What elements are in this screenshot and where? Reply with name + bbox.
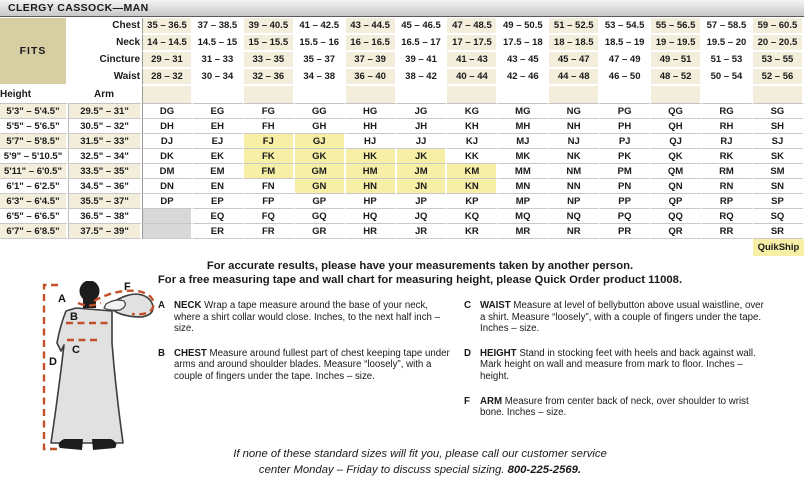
size-code-cell: PH	[600, 119, 651, 134]
hand	[104, 300, 125, 310]
instruction-letter: A	[158, 300, 165, 311]
size-code-cell: GR	[295, 224, 346, 239]
fit-value-cell: 16.5 – 17	[397, 35, 448, 52]
size-code-cell: SP	[753, 194, 804, 209]
size-code-cell: MN	[498, 179, 549, 194]
instruction-letter: C	[464, 300, 471, 311]
arm-range-cell: 29.5" – 31"	[68, 104, 142, 119]
fit-value-cell: 28 – 32	[142, 69, 193, 86]
size-code-cell: DJ	[142, 134, 193, 149]
size-code-cell: MQ	[498, 209, 549, 224]
header-spacer-cell	[702, 86, 753, 104]
size-code-cell: ER	[193, 224, 244, 239]
fit-value-cell: 45 – 46.5	[397, 18, 448, 35]
size-code-cell: QP	[651, 194, 702, 209]
height-range-cell: 6'1" – 6'2.5"	[0, 179, 68, 194]
size-code-cell: QQ	[651, 209, 702, 224]
size-code-cell: FH	[244, 119, 295, 134]
size-code-cell: SM	[753, 164, 804, 179]
size-code-cell: MJ	[498, 134, 549, 149]
size-code-cell: PK	[600, 149, 651, 164]
instruction-text: NECK Wrap a tape measure around the base of your neck, where a shirt collar would close. Inches, to the next half inch – size.	[174, 300, 441, 335]
size-code-cell: NQ	[549, 209, 600, 224]
header-spacer-cell	[447, 86, 498, 104]
fit-value-cell: 57 – 58.5	[702, 18, 753, 35]
height-column-header: Height	[0, 86, 68, 104]
fit-row-label: Cincture	[68, 52, 142, 69]
size-code-cell: RR	[702, 224, 753, 239]
arm-column-header: Arm	[68, 86, 142, 104]
size-code-cell: SQ	[753, 209, 804, 224]
size-code-cell: FN	[244, 179, 295, 194]
fit-value-cell: 51 – 53	[702, 52, 753, 69]
size-code-cell: JH	[397, 119, 448, 134]
header-spacer-cell	[753, 86, 804, 104]
height-range-cell: 5'3" – 5'4.5"	[0, 104, 68, 119]
fit-value-cell: 19 – 19.5	[651, 35, 702, 52]
arm-range-cell: 30.5" – 32"	[68, 119, 142, 134]
size-code-cell: EP	[193, 194, 244, 209]
arm-range-cell: 35.5" – 37"	[68, 194, 142, 209]
size-code-cell: FK	[244, 149, 295, 164]
arm-range-cell: 32.5" – 34"	[68, 149, 142, 164]
size-code-cell: MH	[498, 119, 549, 134]
figure-label-b: B	[70, 311, 78, 323]
header-spacer-cell	[549, 86, 600, 104]
size-code-cell: NG	[549, 104, 600, 119]
header-spacer-cell	[346, 86, 397, 104]
instruction-letter: D	[464, 347, 471, 359]
size-code-cell: PP	[600, 194, 651, 209]
size-code-cell: DP	[142, 194, 193, 209]
fit-row-label: Neck	[68, 35, 142, 52]
fit-value-cell: 18.5 – 19	[600, 35, 651, 52]
fit-value-cell: 18 – 18.5	[549, 35, 600, 52]
arm-range-cell: 33.5" – 35"	[68, 164, 142, 179]
size-code-cell: KR	[447, 224, 498, 239]
fit-value-cell: 59 – 60.5	[753, 18, 804, 35]
size-code-cell: QR	[651, 224, 702, 239]
header-spacer-cell	[193, 86, 244, 104]
size-code-cell: SG	[753, 104, 804, 119]
size-code-cell: GH	[295, 119, 346, 134]
header-spacer-cell	[651, 86, 702, 104]
size-code-cell: EH	[193, 119, 244, 134]
fit-value-cell: 53 – 55	[753, 52, 804, 69]
arm-range-cell: 31.5" – 33"	[68, 134, 142, 149]
size-code-cell: NN	[549, 179, 600, 194]
header-spacer-cell	[600, 86, 651, 104]
fit-value-cell: 42 – 46	[498, 69, 549, 86]
size-code-cell: NH	[549, 119, 600, 134]
size-code-cell: KN	[447, 179, 498, 194]
fit-value-cell: 15 – 15.5	[244, 35, 295, 52]
size-code-cell: GK	[295, 149, 346, 164]
height-range-cell: 6'3" – 6'4.5"	[0, 194, 68, 209]
fit-value-cell: 47 – 49	[600, 52, 651, 69]
size-code-cell: HJ	[346, 134, 397, 149]
fit-value-cell: 49 – 51	[651, 52, 702, 69]
height-range-cell: 5'9" – 5'10.5"	[0, 149, 68, 164]
fit-value-cell: 17 – 17.5	[447, 35, 498, 52]
size-code-cell: QG	[651, 104, 702, 119]
size-code-cell: GM	[295, 164, 346, 179]
note-line-1: For accurate results, please have your measurements taken by another person.	[206, 260, 634, 272]
fit-value-cell: 44 – 48	[549, 69, 600, 86]
fits-label: FITS	[0, 18, 68, 86]
size-code-cell: RG	[702, 104, 753, 119]
size-code-cell: SN	[753, 179, 804, 194]
header-spacer-cell	[295, 86, 346, 104]
page-title-text: CLERGY CASSOCK—MAN	[8, 2, 149, 14]
size-code-cell: HP	[346, 194, 397, 209]
size-code-cell: RH	[702, 119, 753, 134]
size-code-cell: MR	[498, 224, 549, 239]
fit-value-cell: 43 – 44.5	[346, 18, 397, 35]
size-code-cell: HK	[346, 149, 397, 164]
instruction-height	[464, 348, 770, 383]
size-code-cell: MG	[498, 104, 549, 119]
size-code-cell: RN	[702, 179, 753, 194]
size-code-cell: FR	[244, 224, 295, 239]
quikship-row-spacer	[0, 239, 753, 256]
fit-value-cell: 33 – 35	[244, 52, 295, 69]
fit-value-cell: 50 – 54	[702, 69, 753, 86]
fit-value-cell: 36 – 40	[346, 69, 397, 86]
size-code-cell: RJ	[702, 134, 753, 149]
size-code-cell: HG	[346, 104, 397, 119]
size-code-cell: QK	[651, 149, 702, 164]
fit-value-cell: 41 – 42.5	[295, 18, 346, 35]
fit-value-cell: 37 – 38.5	[193, 18, 244, 35]
size-code-cell: JG	[397, 104, 448, 119]
size-code-cell: NP	[549, 194, 600, 209]
size-code-cell: FM	[244, 164, 295, 179]
footer-line-2: center Monday – Friday to discuss special sizing. 800-225-2569.	[258, 463, 582, 476]
size-code-cell: PQ	[600, 209, 651, 224]
header-spacer-cell	[397, 86, 448, 104]
size-code-cell: SR	[753, 224, 804, 239]
size-code-cell: FQ	[244, 209, 295, 224]
left-shoe	[59, 439, 83, 450]
fit-value-cell: 29 – 31	[142, 52, 193, 69]
instruction-arm	[464, 396, 770, 419]
size-code-cell: DN	[142, 179, 193, 194]
size-code-cell: DK	[142, 149, 193, 164]
size-code-cell: GP	[295, 194, 346, 209]
arm-range-cell: 36.5" – 38"	[68, 209, 142, 224]
fit-value-cell: 48 – 52	[651, 69, 702, 86]
size-code-cell: HM	[346, 164, 397, 179]
size-code-cell: FJ	[244, 134, 295, 149]
size-code-cell: KG	[447, 104, 498, 119]
size-code-cell: KH	[447, 119, 498, 134]
right-shoe	[92, 439, 116, 450]
size-code-cell: JJ	[397, 134, 448, 149]
instruction-letter: F	[464, 395, 470, 407]
fit-value-cell: 53 – 54.5	[600, 18, 651, 35]
size-code-cell: SH	[753, 119, 804, 134]
fit-value-cell: 39 – 40.5	[244, 18, 295, 35]
size-code-cell: EJ	[193, 134, 244, 149]
fit-value-cell: 39 – 41	[397, 52, 448, 69]
instruction-text: ARM Measure from center back of neck, over shoulder to wrist bone. Inches – size.	[480, 395, 749, 419]
fit-value-cell: 47 – 48.5	[447, 18, 498, 35]
fit-value-cell: 49 – 50.5	[498, 18, 549, 35]
fit-value-cell: 41 – 43	[447, 52, 498, 69]
size-code-cell: HR	[346, 224, 397, 239]
size-code-cell: RK	[702, 149, 753, 164]
height-range-cell: 5'7" – 5'8.5"	[0, 134, 68, 149]
size-code-cell: JQ	[397, 209, 448, 224]
fit-value-cell: 46 – 50	[600, 69, 651, 86]
size-code-cell: DH	[142, 119, 193, 134]
fit-value-cell: 37 – 39	[346, 52, 397, 69]
fit-row-label: Waist	[68, 69, 142, 86]
fit-value-cell: 32 – 36	[244, 69, 295, 86]
size-code-cell: QN	[651, 179, 702, 194]
instruction-text: CHEST Measure around fullest part of chest keeping tape under arms and around shoulder blades. Measure “loosely”, with a couple of fingers under the tape. Inches – size.	[174, 347, 450, 382]
size-code-cell: NR	[549, 224, 600, 239]
phone-number: 800-225-2569.	[507, 463, 582, 476]
size-code-cell: EM	[193, 164, 244, 179]
fit-value-cell: 51 – 52.5	[549, 18, 600, 35]
size-code-cell: EG	[193, 104, 244, 119]
figure-label-c: C	[72, 344, 80, 356]
arm-range-cell: 37.5" – 39"	[68, 224, 142, 239]
size-code-cell: DM	[142, 164, 193, 179]
size-code-cell: FG	[244, 104, 295, 119]
height-range-cell: 5'5" – 5'6.5"	[0, 119, 68, 134]
figure-label-d: D	[49, 356, 57, 368]
size-code-cell: SJ	[753, 134, 804, 149]
size-code-cell: JN	[397, 179, 448, 194]
figure-label-a: A	[58, 293, 66, 305]
size-code-cell: HN	[346, 179, 397, 194]
size-code-cell: KJ	[447, 134, 498, 149]
fit-value-cell: 31 – 33	[193, 52, 244, 69]
size-code-cell: MM	[498, 164, 549, 179]
size-code-cell: QM	[651, 164, 702, 179]
size-code-cell: GQ	[295, 209, 346, 224]
note-line-2: For a free measuring tape and wall chart for measuring height, please Quick Order product 11008.	[157, 274, 683, 286]
fit-value-cell: 15.5 – 16	[295, 35, 346, 52]
size-code-cell: MP	[498, 194, 549, 209]
cassock-measurement-figure	[20, 281, 160, 459]
size-unavailable-cell	[142, 224, 193, 239]
header-spacer-cell	[498, 86, 549, 104]
fit-value-cell: 17.5 – 18	[498, 35, 549, 52]
fit-value-cell: 52 – 56	[753, 69, 804, 86]
instruction-waist	[464, 300, 770, 335]
fit-value-cell: 30 – 34	[193, 69, 244, 86]
instruction-neck	[158, 300, 452, 335]
quikship-badge: QuikShip	[753, 239, 804, 256]
size-code-cell: NK	[549, 149, 600, 164]
size-code-cell: HH	[346, 119, 397, 134]
fit-value-cell: 20 – 20.5	[753, 35, 804, 52]
special-sizing-note	[140, 447, 700, 478]
fit-value-cell: 14.5 – 15	[193, 35, 244, 52]
fit-value-cell: 45 – 47	[549, 52, 600, 69]
fit-value-cell: 40 – 44	[447, 69, 498, 86]
height-range-cell: 6'7" – 6'8.5"	[0, 224, 68, 239]
size-code-cell: PJ	[600, 134, 651, 149]
cassock-body	[51, 308, 123, 443]
size-code-cell: FP	[244, 194, 295, 209]
size-code-cell: NJ	[549, 134, 600, 149]
fit-value-cell: 43 – 45	[498, 52, 549, 69]
size-code-cell: DG	[142, 104, 193, 119]
size-code-cell: QH	[651, 119, 702, 134]
size-code-cell: JK	[397, 149, 448, 164]
arm-range-cell: 34.5" – 36"	[68, 179, 142, 194]
header-spacer-cell	[244, 86, 295, 104]
fit-value-cell: 55 – 56.5	[651, 18, 702, 35]
size-code-cell: KP	[447, 194, 498, 209]
instruction-text: HEIGHT Stand in stocking feet with heels and back against wall. Mark height on wall and measure from mark to floor. Inches – height.	[480, 347, 756, 382]
size-code-cell: GG	[295, 104, 346, 119]
header-spacer-cell	[142, 86, 193, 104]
fit-value-cell: 19.5 – 20	[702, 35, 753, 52]
fit-value-cell: 16 – 16.5	[346, 35, 397, 52]
size-code-cell: SK	[753, 149, 804, 164]
fit-value-cell: 35 – 37	[295, 52, 346, 69]
fit-value-cell: 38 – 42	[397, 69, 448, 86]
fit-value-cell: 34 – 38	[295, 69, 346, 86]
instruction-chest	[158, 348, 452, 383]
size-code-cell: NM	[549, 164, 600, 179]
size-code-cell: JM	[397, 164, 448, 179]
height-range-cell: 5'11" – 6'0.5"	[0, 164, 68, 179]
size-table	[0, 18, 804, 256]
size-unavailable-cell	[142, 209, 193, 224]
size-code-cell: PM	[600, 164, 651, 179]
fit-value-cell: 14 – 14.5	[142, 35, 193, 52]
measuring-instructions	[158, 300, 774, 419]
height-range-cell: 6'5" – 6'6.5"	[0, 209, 68, 224]
size-code-cell: EQ	[193, 209, 244, 224]
size-code-cell: EK	[193, 149, 244, 164]
size-code-cell: RQ	[702, 209, 753, 224]
size-code-cell: KM	[447, 164, 498, 179]
size-code-cell: RM	[702, 164, 753, 179]
size-code-cell: KQ	[447, 209, 498, 224]
fit-row-label: Chest	[68, 18, 142, 35]
instruction-letter: B	[158, 347, 165, 359]
page-title	[0, 0, 804, 17]
size-code-cell: GJ	[295, 134, 346, 149]
measurement-notes	[130, 259, 710, 287]
size-code-cell: MK	[498, 149, 549, 164]
size-code-cell: GN	[295, 179, 346, 194]
size-code-cell: PN	[600, 179, 651, 194]
size-code-cell: RP	[702, 194, 753, 209]
size-code-cell: KK	[447, 149, 498, 164]
footer-line-1: If none of these standard sizes will fit you, please call our customer service	[233, 448, 607, 460]
fit-value-cell: 35 – 36.5	[142, 18, 193, 35]
figure-label-f: F	[124, 281, 131, 293]
instruction-text: WAIST Measure at level of bellybutton above usual waistline, over a shirt. Measure “loosely”, with a couple of fingers under the tape. Inches – size.	[480, 300, 764, 335]
size-code-cell: PR	[600, 224, 651, 239]
size-code-cell: PG	[600, 104, 651, 119]
size-code-cell: HQ	[346, 209, 397, 224]
size-code-cell: QJ	[651, 134, 702, 149]
size-code-cell: EN	[193, 179, 244, 194]
size-code-cell: JR	[397, 224, 448, 239]
size-code-cell: JP	[397, 194, 448, 209]
